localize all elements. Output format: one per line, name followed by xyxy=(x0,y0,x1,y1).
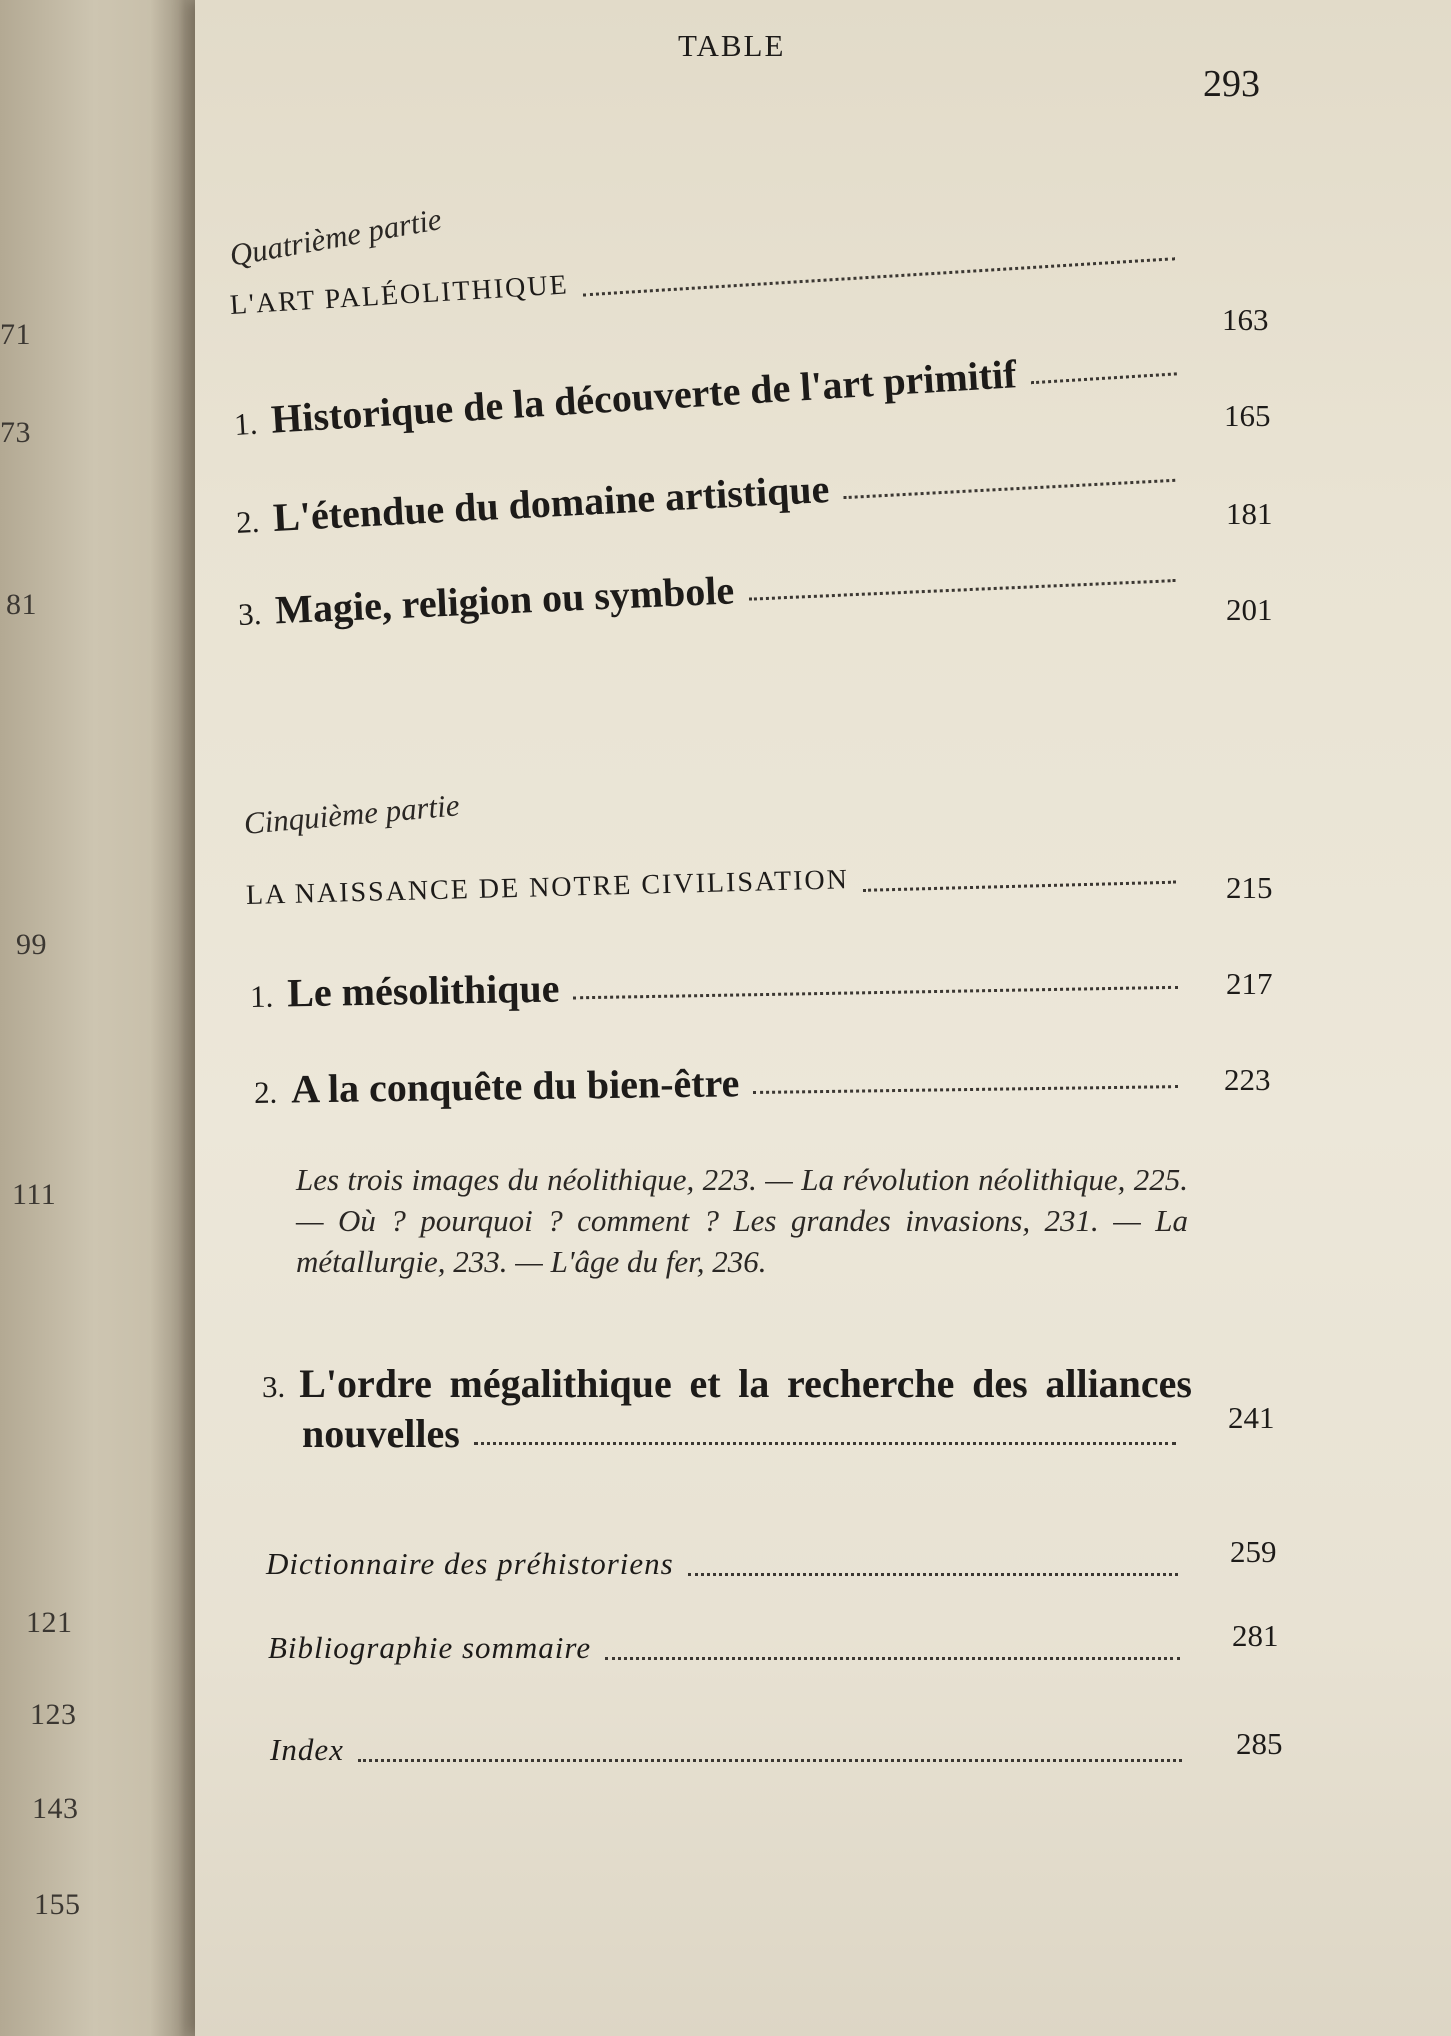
dot-leader xyxy=(358,1759,1182,1762)
left-page-number: 71 xyxy=(0,318,31,351)
dot-leader xyxy=(474,1442,1176,1445)
toc-appendix-entry xyxy=(268,1630,1194,1666)
entry-subtext: Les trois images du néolithique, 223. — La révolution néolithique, 225. — Où ? pourquoi ? comment ? Les grandes invasions, 231. — La métallurgie, 233. — L'âge du fer, 236. xyxy=(296,1162,1188,1279)
part-label-quatrieme: Quatrième partie xyxy=(226,201,445,273)
appendix-title: Bibliographie sommaire xyxy=(268,1630,592,1665)
left-page-number: 99 xyxy=(16,928,47,961)
left-page-number: 73 xyxy=(0,416,31,449)
page-folio: 293 xyxy=(1203,63,1260,105)
entry-number: 1. xyxy=(249,978,274,1014)
left-page-number: 143 xyxy=(32,1792,79,1825)
toc-appendix-entry xyxy=(270,1732,1196,1768)
left-page-number: 121 xyxy=(26,1606,73,1639)
dot-leader xyxy=(844,479,1176,499)
appendix-page-number: 259 xyxy=(1230,1534,1277,1569)
toc-entry-line xyxy=(302,1410,1190,1457)
entry-title: L'étendue du domaine artistique xyxy=(272,465,831,541)
entry-page-number: 241 xyxy=(1228,1400,1275,1435)
entry-number: 2. xyxy=(253,1074,278,1110)
section-title: L'ART PALÉOLITHIQUE xyxy=(229,269,570,321)
entry-title: Historique de la découverte de l'art primitif xyxy=(269,351,1018,442)
left-page-number: 123 xyxy=(30,1698,77,1731)
part-label-cinquieme: Cinquième partie xyxy=(242,787,461,841)
toc-appendix-entry xyxy=(266,1546,1192,1582)
appendix-title: Index xyxy=(270,1732,344,1767)
running-head: TABLE xyxy=(678,28,786,63)
dot-leader xyxy=(1031,372,1177,384)
entry-page-number: 217 xyxy=(1226,966,1273,1001)
section-page-number: 215 xyxy=(1226,870,1273,905)
entry-title: Magie, religion ou symbole xyxy=(274,567,736,633)
entry-page-number: 223 xyxy=(1224,1062,1271,1097)
appendix-page-number: 281 xyxy=(1232,1618,1279,1653)
entry-number: 3. xyxy=(237,595,263,632)
dot-leader xyxy=(753,1085,1178,1094)
entry-title: L'ordre mégalithique et la recherche des alliances xyxy=(299,1361,1192,1406)
entry-title-continuation: nouvelles xyxy=(302,1411,460,1456)
entry-page-number: 181 xyxy=(1226,496,1273,531)
entry-title: Le mésolithique xyxy=(286,965,560,1016)
entry-number: 2. xyxy=(235,503,261,540)
entry-title: A la conquête du bien-être xyxy=(290,1060,740,1112)
dot-leader xyxy=(605,1657,1180,1660)
left-page-number: 81 xyxy=(6,588,37,621)
entry-page-number: 201 xyxy=(1226,592,1273,627)
entry-number: 1. xyxy=(233,405,259,442)
section-page-number: 163 xyxy=(1222,302,1269,337)
entry-number: 3. xyxy=(262,1369,286,1404)
left-page-number: 111 xyxy=(12,1178,57,1211)
toc-entry-line xyxy=(262,1360,1192,1407)
appendix-title: Dictionnaire des préhistoriens xyxy=(266,1546,674,1581)
left-page-number: 155 xyxy=(34,1888,81,1921)
dot-leader xyxy=(574,986,1178,1000)
entry-page-number: 165 xyxy=(1224,398,1271,433)
section-title: LA NAISSANCE DE NOTRE CIVILISATION xyxy=(245,864,850,911)
dot-leader xyxy=(688,1573,1178,1576)
appendix-page-number: 285 xyxy=(1236,1726,1283,1761)
